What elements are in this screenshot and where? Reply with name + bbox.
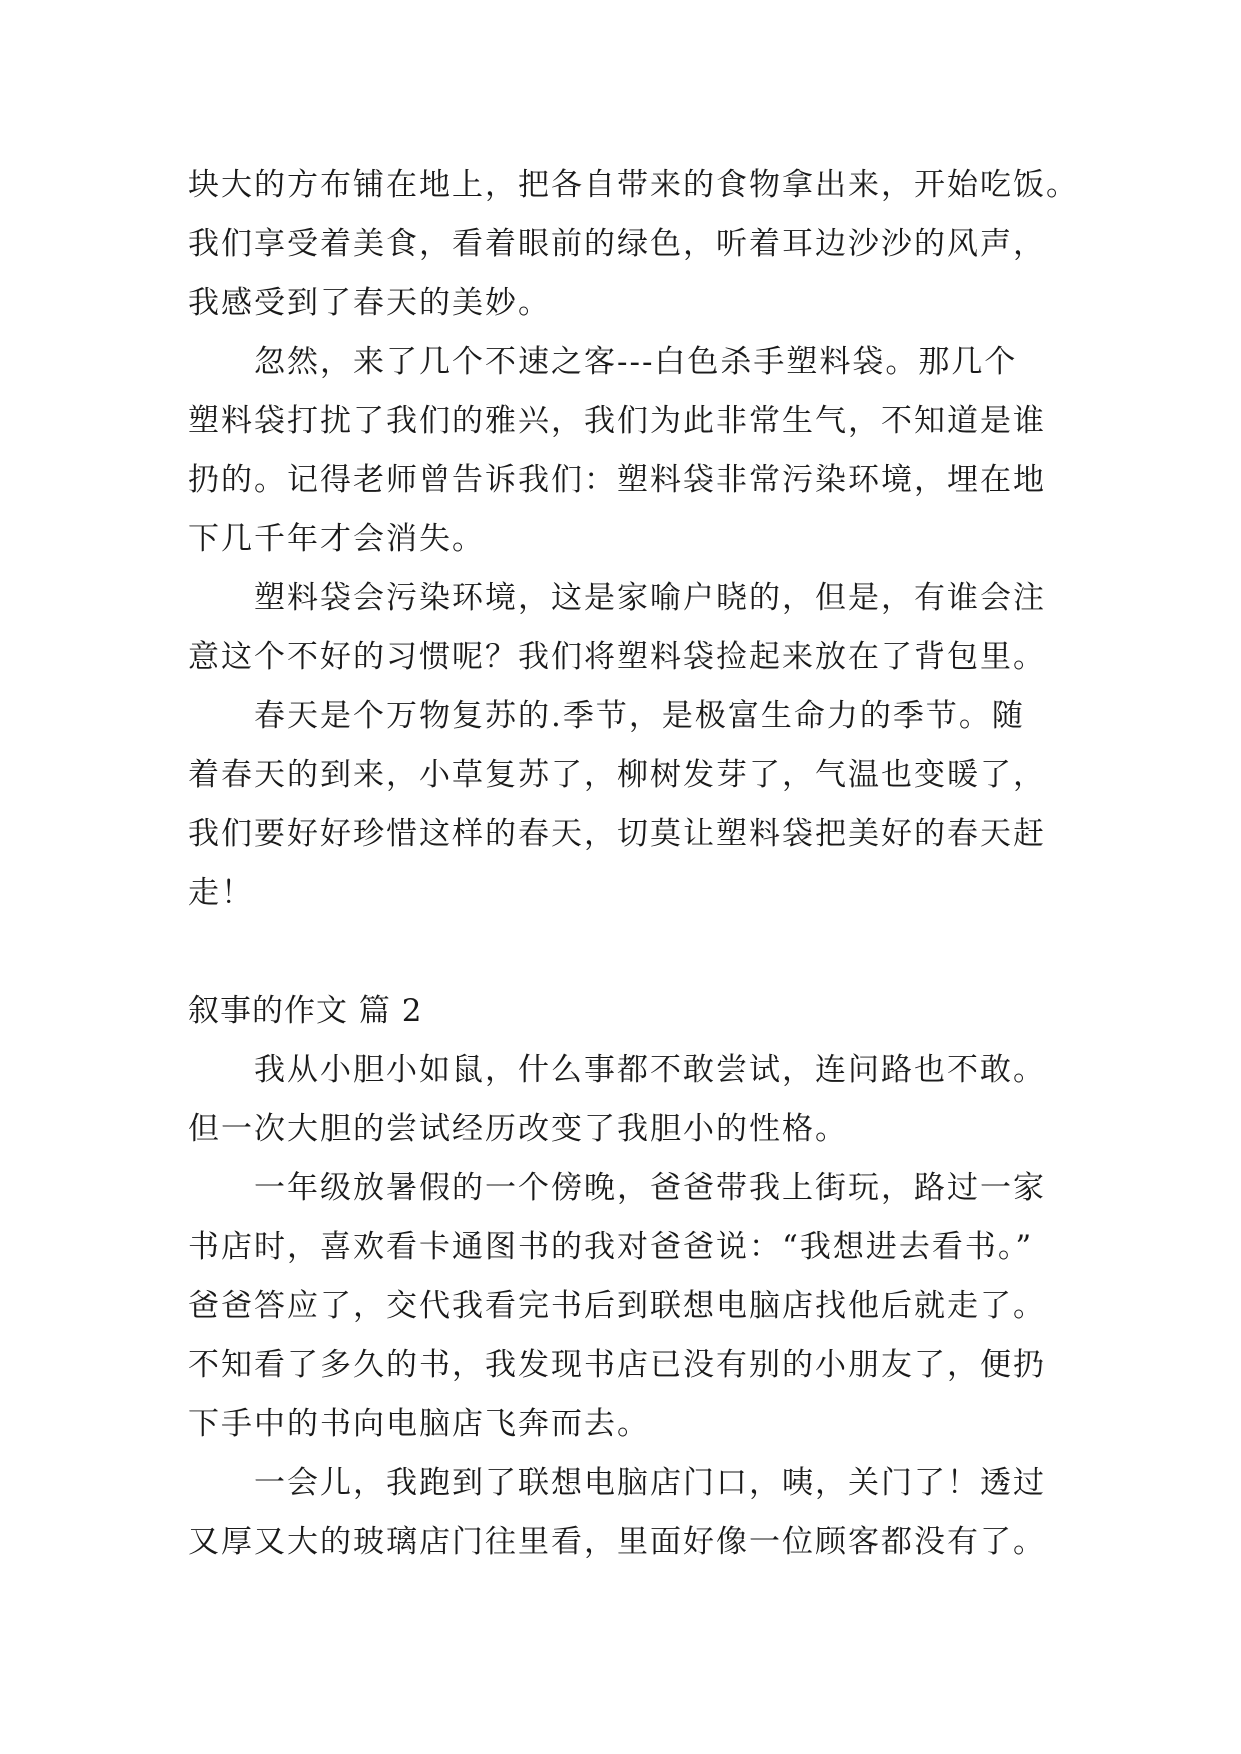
paragraph-line: 我们要好好珍惜这样的春天，切莫让塑料袋把美好的春天赶: [188, 816, 1046, 852]
paragraph-line: 不知看了多久的书，我发现书店已没有别的小朋友了，便扔: [188, 1347, 1046, 1383]
paragraph-line: 忽然，来了几个不速之客---白色杀手塑料袋。那几个: [254, 344, 1018, 380]
paragraph-line: 但一次大胆的尝试经历改变了我胆小的性格。: [188, 1111, 848, 1147]
paragraph-line: 爸爸答应了，交代我看完书后到联想电脑店找他后就走了。: [188, 1288, 1046, 1324]
paragraph-line: 下几千年才会消失。: [188, 521, 485, 557]
paragraph-line: 塑料袋打扰了我们的雅兴，我们为此非常生气，不知道是谁: [188, 403, 1046, 439]
paragraph-line: 下手中的书向电脑店飞奔而去。: [188, 1406, 650, 1442]
paragraph-line: 着春天的到来，小草复苏了，柳树发芽了，气温也变暖了，: [188, 757, 1046, 793]
paragraph-line: 一年级放暑假的一个傍晚，爸爸带我上街玩，路过一家: [254, 1170, 1046, 1206]
document-body: [188, 156, 1079, 1572]
paragraph-line: 我从小胆小如鼠，什么事都不敢尝试，连问路也不敢。: [254, 1052, 1046, 1088]
paragraph-line: 塑料袋会污染环境，这是家喻户晓的，但是，有谁会注: [254, 580, 1046, 616]
paragraph-line: 意这个不好的习惯呢？我们将塑料袋捡起来放在了背包里。: [188, 639, 1046, 675]
paragraph-line: 走！: [188, 875, 254, 911]
paragraph-line: 我感受到了春天的美妙。: [188, 285, 551, 321]
paragraph-line: 我们享受着美食，看着眼前的绿色，听着耳边沙沙的风声，: [188, 226, 1046, 262]
paragraph-line: 春天是个万物复苏的.季节，是极富生命力的季节。随: [254, 698, 1025, 734]
paragraph-line: 一会儿，我跑到了联想电脑店门口，咦，关门了！透过: [254, 1465, 1046, 1501]
paragraph-line: 书店时，喜欢看卡通图书的我对爸爸说：“我想进去看书。”: [188, 1229, 1034, 1265]
section-spacer: [188, 923, 1068, 982]
paragraph-line: 块大的方布铺在地上，把各自带来的食物拿出来，开始吃饭。: [188, 167, 1079, 203]
paragraph-line: 又厚又大的玻璃店门往里看，里面好像一位顾客都没有了。: [188, 1524, 1046, 1560]
paragraph-line: 扔的。记得老师曾告诉我们：塑料袋非常污染环境，埋在地: [188, 462, 1046, 498]
section-title: 叙事的作文 篇 2: [188, 993, 423, 1029]
